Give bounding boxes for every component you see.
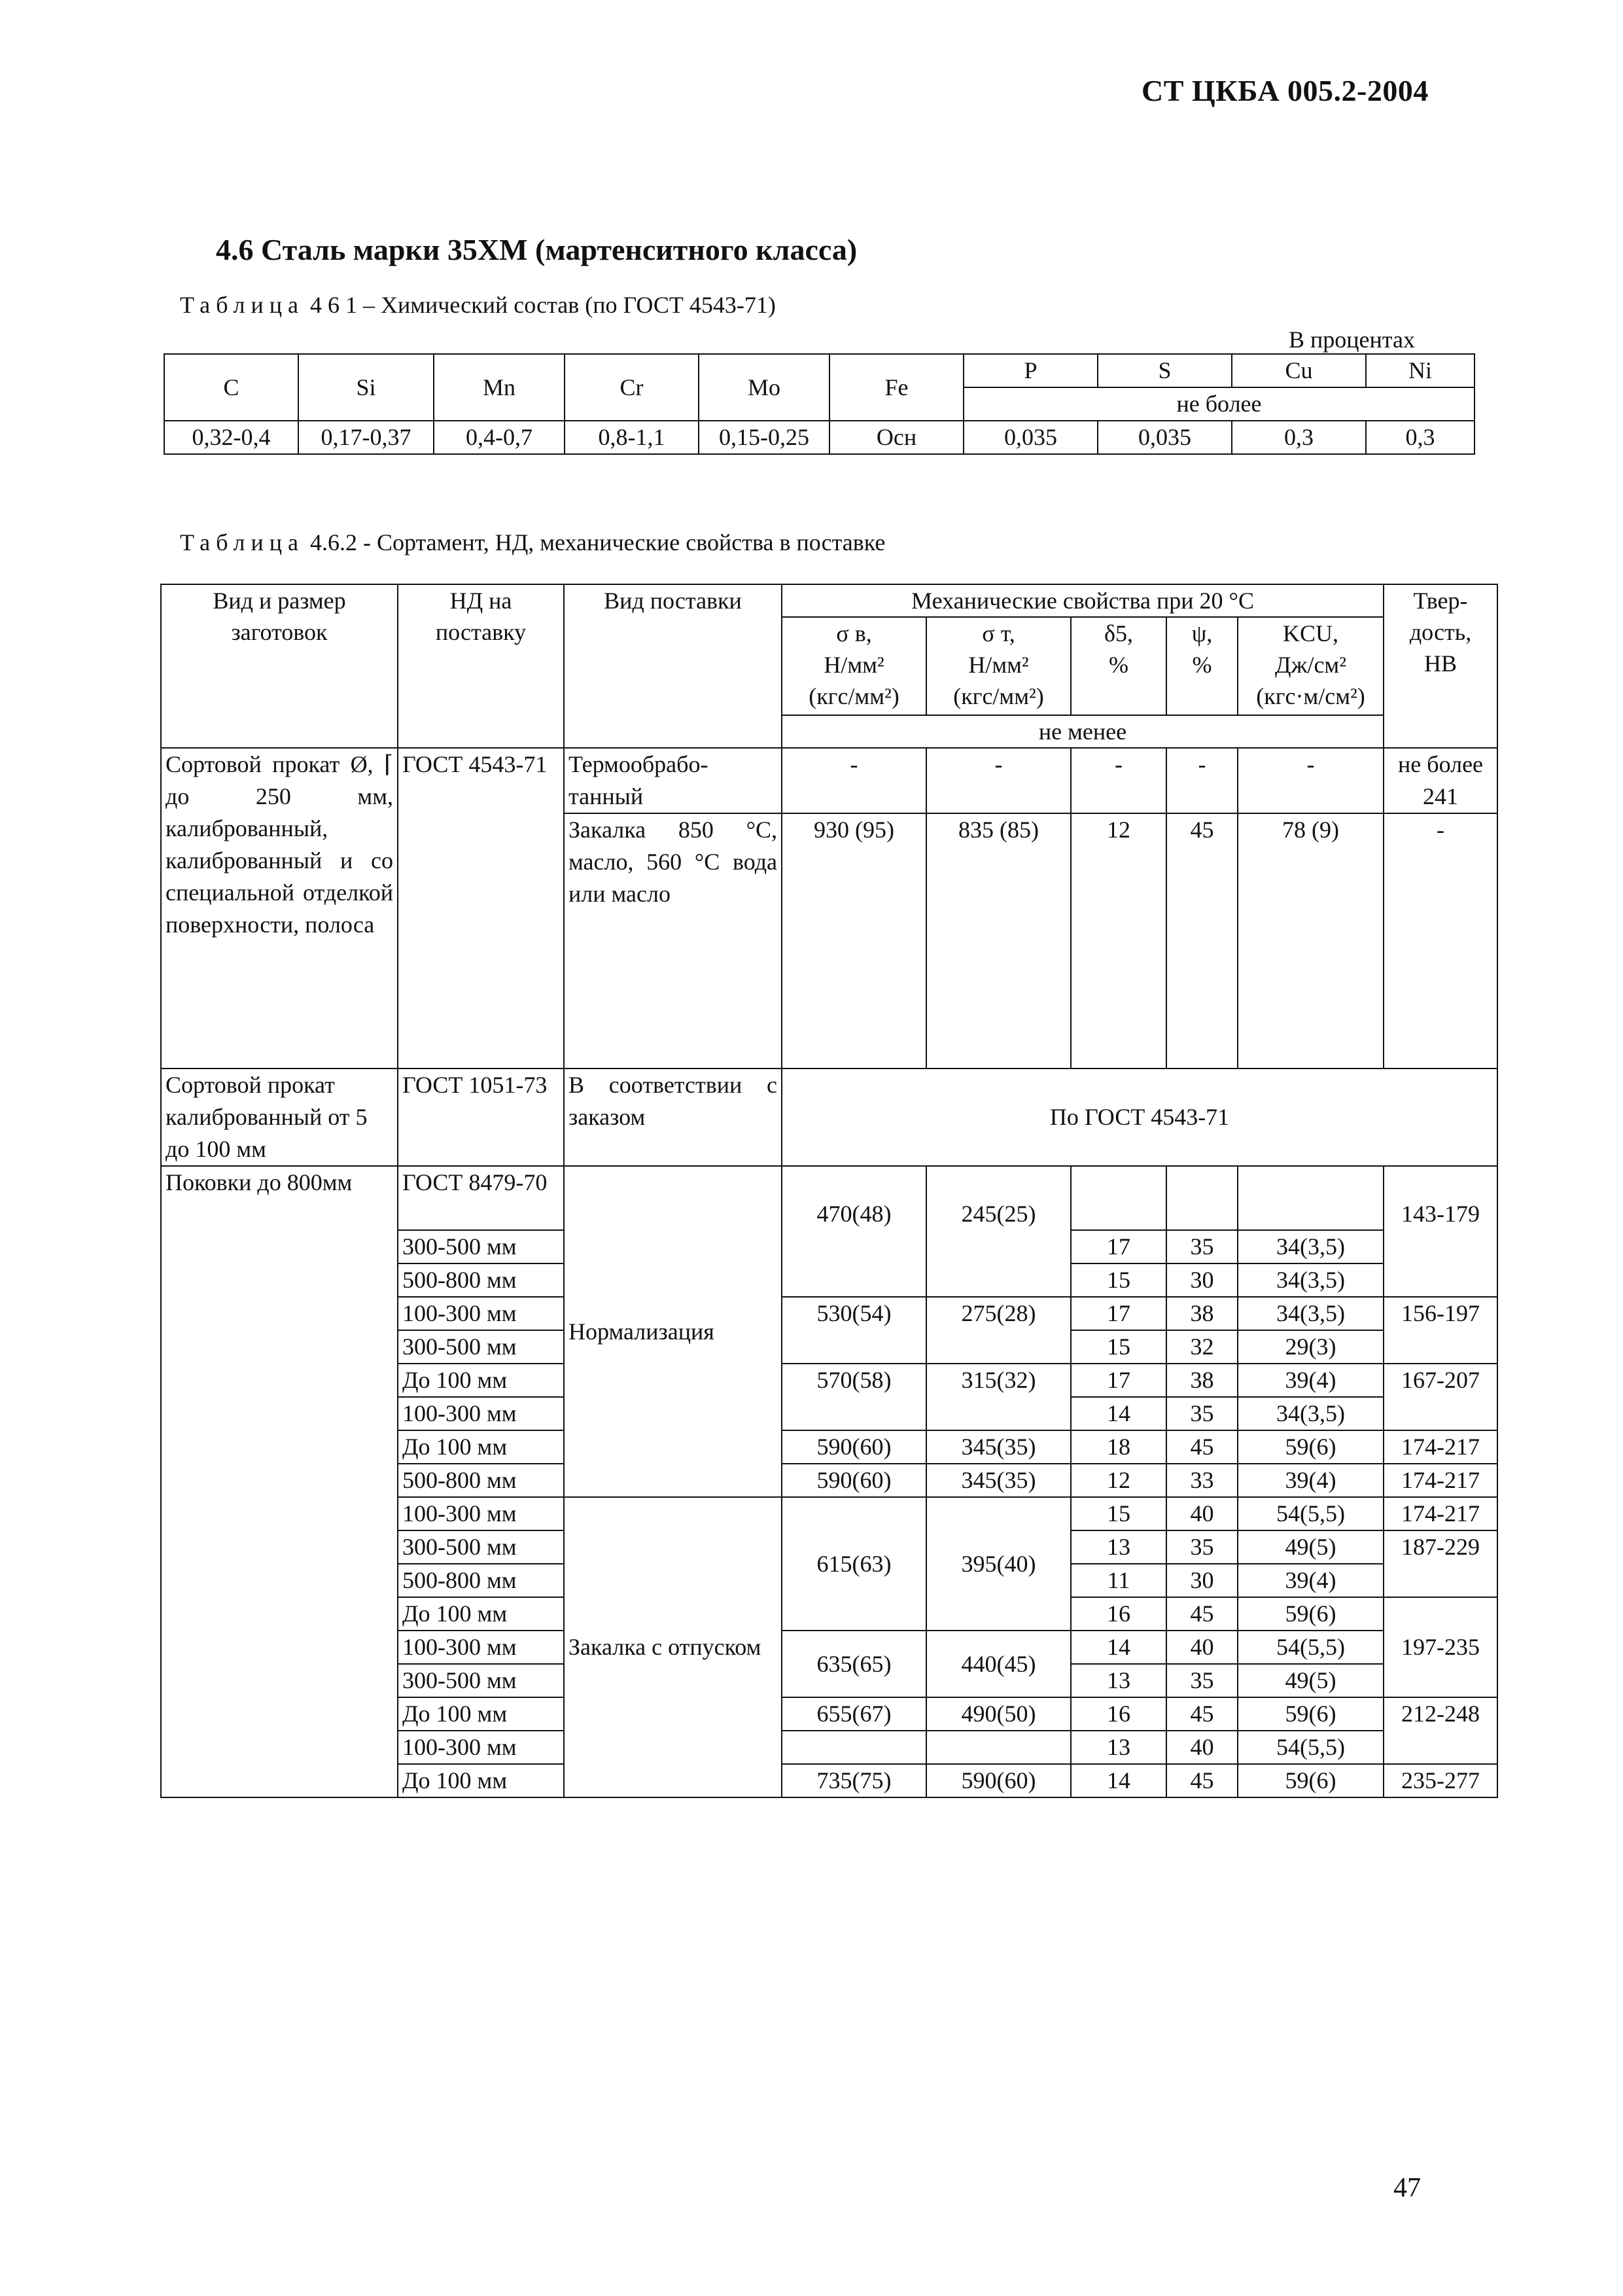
col-header-si: Si (298, 354, 434, 421)
g3-psi-15: 40 (1166, 1731, 1238, 1764)
g3-psi-0: 35 (1166, 1230, 1238, 1263)
g3-kcu-9: 49(5) (1238, 1530, 1384, 1564)
header-sigma-t-line3: (кгс/мм²) (953, 683, 1044, 709)
g3-psi-13: 35 (1166, 1664, 1238, 1697)
value-c: 0,32-0,4 (164, 421, 298, 454)
g3-sigma-v-6: 635(65) (782, 1631, 926, 1697)
g3-size-10: 500-800 мм (398, 1564, 564, 1597)
g3-delta5-7: 12 (1071, 1464, 1166, 1497)
g3-sigma-t-6: 440(45) (926, 1631, 1071, 1697)
g3-sigma-t-0: 245(25) (926, 1166, 1071, 1297)
g3-delta5-4: 17 (1071, 1364, 1166, 1397)
header-sigma-v-line1: σ в, (836, 620, 872, 646)
g3-size-16: До 100 мм (398, 1764, 564, 1797)
value-mo: 0,15-0,25 (699, 421, 829, 454)
value-si: 0,17-0,37 (298, 421, 434, 454)
table2-caption-text: 4.6.2 - Сортамент, НД, механические свойства в поставке (309, 529, 886, 556)
header-psi (1166, 617, 1238, 715)
header-psi-line2: % (1192, 652, 1212, 678)
header-delta5 (1071, 617, 1166, 715)
col-header-ni: Ni (1366, 354, 1475, 387)
g3-sigma-t-7: 490(50) (926, 1697, 1071, 1731)
g3-kcu-16: 59(6) (1238, 1764, 1384, 1797)
g3-delta5-14: 16 (1071, 1697, 1166, 1731)
g3-psi-14: 45 (1166, 1697, 1238, 1731)
group1-delivery-1: Термообрабо-танный (564, 748, 782, 813)
g3-psi-4: 38 (1166, 1364, 1238, 1397)
page-number: 47 (1393, 2173, 1421, 2203)
header-sigma-v (782, 617, 926, 715)
g3-psi-5: 35 (1166, 1397, 1238, 1430)
g3-hardness-6: 187-229 (1384, 1530, 1497, 1597)
g3-empty (1238, 1166, 1384, 1230)
max-limit-note: не более (964, 387, 1475, 421)
header-kcu (1238, 617, 1384, 715)
header-delta5-line1: δ5, (1104, 620, 1133, 646)
table2-caption-prefix: Таблица (180, 529, 304, 556)
header-sigma-t-line2: Н/мм² (968, 652, 1029, 678)
g3-size-4: До 100 мм (398, 1364, 564, 1397)
group1-sigma-v-2: 930 (95) (782, 813, 926, 1069)
header-hardness-line1: Твер- (1413, 588, 1468, 614)
g3-sigma-v-2: 570(58) (782, 1364, 926, 1430)
group1-delta5-1: - (1071, 748, 1166, 813)
g3-size-9: 300-500 мм (398, 1530, 564, 1564)
g3-size-6: До 100 мм (398, 1430, 564, 1464)
group2-nd: ГОСТ 1051-73 (398, 1069, 564, 1166)
g3-psi-1: 30 (1166, 1263, 1238, 1297)
g3-kcu-4: 39(4) (1238, 1364, 1384, 1397)
group3-blank: Поковки до 800мм (161, 1166, 398, 1797)
g3-kcu-14: 59(6) (1238, 1697, 1384, 1731)
g3-kcu-8: 54(5,5) (1238, 1497, 1384, 1530)
document-code: СТ ЦКБА 005.2-2004 (1142, 74, 1429, 107)
header-hardness-line3: НВ (1424, 650, 1457, 677)
g3-hardness-8: 212-248 (1384, 1697, 1497, 1764)
g3-size-13: 300-500 мм (398, 1664, 564, 1697)
table2-caption (180, 529, 885, 556)
g3-size-0: 300-500 мм (398, 1230, 564, 1263)
g3-psi-10: 30 (1166, 1564, 1238, 1597)
g3-sigma-v-7: 655(67) (782, 1697, 926, 1731)
group1-sigma-t-2: 835 (85) (926, 813, 1071, 1069)
g3-psi-6: 45 (1166, 1430, 1238, 1464)
g3-hardness-3: 174-217 (1384, 1430, 1497, 1464)
g3-delta5-8: 15 (1071, 1497, 1166, 1530)
group1-delta5-2: 12 (1071, 813, 1166, 1069)
g3-hardness-2: 167-207 (1384, 1364, 1497, 1430)
table1-caption-prefix: Таблица (180, 292, 304, 318)
g3-sigma-v-4: 590(60) (782, 1464, 926, 1497)
g3-sigma-v-8: 735(75) (782, 1764, 926, 1797)
g3-psi-9: 35 (1166, 1530, 1238, 1564)
group1-psi-1: - (1166, 748, 1238, 813)
g3-size-3: 300-500 мм (398, 1330, 564, 1364)
group2-blank: Сортовой прокат калиброванный от 5 до 100 мм (161, 1069, 398, 1166)
g3-sigma-t-8: 590(60) (926, 1764, 1071, 1797)
g3-kcu-0: 34(3,5) (1238, 1230, 1384, 1263)
group1-kcu-2: 78 (9) (1238, 813, 1384, 1069)
table1-caption (180, 291, 776, 319)
g3-kcu-1: 34(3,5) (1238, 1263, 1384, 1297)
group2-props: По ГОСТ 4543-71 (782, 1069, 1497, 1166)
g3-psi-12: 40 (1166, 1631, 1238, 1664)
g3-size-5: 100-300 мм (398, 1397, 564, 1430)
value-p: 0,035 (964, 421, 1098, 454)
group1-hardness-2: - (1384, 813, 1497, 1069)
g3-kcu-2: 34(3,5) (1238, 1297, 1384, 1330)
g3-delta5-6: 18 (1071, 1430, 1166, 1464)
group3-delivery-quench: Закалка с отпуском (564, 1497, 782, 1797)
header-delivery: Вид поставки (564, 584, 782, 748)
g3-size-12: 100-300 мм (398, 1631, 564, 1664)
g3-empty (1071, 1166, 1166, 1230)
g3-sigma-t-1: 275(28) (926, 1297, 1071, 1364)
col-header-mn: Mn (434, 354, 565, 421)
g3-psi-2: 38 (1166, 1297, 1238, 1330)
value-ni: 0,3 (1366, 421, 1475, 454)
g3-kcu-5: 34(3,5) (1238, 1397, 1384, 1430)
g3-size-7: 500-800 мм (398, 1464, 564, 1497)
g3-sigma-t-5: 395(40) (926, 1497, 1071, 1631)
g3-delta5-2: 17 (1071, 1297, 1166, 1330)
group1-blank: Сортовой прокат Ø, ⌈ до 250 мм, калиброванный, калиброванный и со специальной отделкой поверхности, полоса (161, 748, 398, 1069)
g3-psi-11: 45 (1166, 1597, 1238, 1631)
header-kcu-line1: KCU, (1283, 620, 1339, 646)
mechanical-properties-table (160, 584, 1498, 1798)
header-blank-type: Вид и размер заготовок (161, 584, 398, 748)
group1-hardness-1: не более 241 (1384, 748, 1497, 813)
group1-sigma-t-1: - (926, 748, 1071, 813)
header-mech-group: Механические свойства при 20 °С (782, 584, 1384, 617)
value-mn: 0,4-0,7 (434, 421, 565, 454)
group2-delivery: В соответствии с заказом (564, 1069, 782, 1166)
col-header-c: C (164, 354, 298, 421)
units-note: В процентах (1289, 327, 1415, 353)
g3-kcu-3: 29(3) (1238, 1330, 1384, 1364)
value-cr: 0,8-1,1 (565, 421, 699, 454)
g3-hardness-4: 174-217 (1384, 1464, 1497, 1497)
g3-kcu-6: 59(6) (1238, 1430, 1384, 1464)
header-nd: НД на поставку (398, 584, 564, 748)
g3-psi-7: 33 (1166, 1464, 1238, 1497)
header-hardness-line2: дость, (1409, 619, 1472, 645)
g3-psi-3: 32 (1166, 1330, 1238, 1364)
g3-size-2: 100-300 мм (398, 1297, 564, 1330)
g3-empty (926, 1731, 1071, 1764)
g3-kcu-10: 39(4) (1238, 1564, 1384, 1597)
header-delta5-line2: % (1109, 652, 1128, 678)
g3-size-8: 100-300 мм (398, 1497, 564, 1530)
col-header-cu: Cu (1232, 354, 1366, 387)
g3-delta5-3: 15 (1071, 1330, 1166, 1364)
g3-delta5-12: 14 (1071, 1631, 1166, 1664)
g3-delta5-11: 16 (1071, 1597, 1166, 1631)
group3-nd: ГОСТ 8479-70 (398, 1166, 564, 1230)
g3-delta5-0: 17 (1071, 1230, 1166, 1263)
g3-psi-16: 45 (1166, 1764, 1238, 1797)
header-psi-line1: ψ, (1191, 620, 1213, 646)
group1-kcu-1: - (1238, 748, 1384, 813)
group1-psi-2: 45 (1166, 813, 1238, 1069)
g3-kcu-11: 59(6) (1238, 1597, 1384, 1631)
header-sigma-v-line3: (кгс/мм²) (809, 683, 899, 709)
g3-empty (782, 1731, 926, 1764)
g3-hardness-5: 174-217 (1384, 1497, 1497, 1530)
col-header-cr: Cr (565, 354, 699, 421)
col-header-p: P (964, 354, 1098, 387)
header-sigma-t-line1: σ т, (982, 620, 1015, 646)
g3-kcu-7: 39(4) (1238, 1464, 1384, 1497)
g3-sigma-v-0: 470(48) (782, 1166, 926, 1297)
g3-psi-8: 40 (1166, 1497, 1238, 1530)
g3-hardness-1: 156-197 (1384, 1297, 1497, 1364)
value-s: 0,035 (1098, 421, 1232, 454)
g3-kcu-12: 54(5,5) (1238, 1631, 1384, 1664)
g3-sigma-t-2: 315(32) (926, 1364, 1071, 1430)
header-kcu-line3: (кгс·м/см²) (1256, 683, 1365, 709)
col-header-fe: Fe (829, 354, 964, 421)
col-header-mo: Mo (699, 354, 829, 421)
g3-delta5-13: 13 (1071, 1664, 1166, 1697)
section-title: 4.6 Сталь марки 35ХМ (мартенситного класса) (216, 233, 858, 266)
group3-delivery-normalization: Нормализация (564, 1166, 782, 1497)
g3-delta5-16: 14 (1071, 1764, 1166, 1797)
col-header-s: S (1098, 354, 1232, 387)
value-fe: Осн (829, 421, 964, 454)
group1-delivery-2: Закалка 850 °С, масло, 560 °С вода или масло (564, 813, 782, 1069)
g3-delta5-9: 13 (1071, 1530, 1166, 1564)
g3-size-11: До 100 мм (398, 1597, 564, 1631)
g3-sigma-v-5: 615(63) (782, 1497, 926, 1631)
g3-sigma-t-4: 345(35) (926, 1464, 1071, 1497)
group1-nd: ГОСТ 4543-71 (398, 748, 564, 1069)
header-sigma-t (926, 617, 1071, 715)
value-cu: 0,3 (1232, 421, 1366, 454)
g3-delta5-15: 13 (1071, 1731, 1166, 1764)
g3-delta5-5: 14 (1071, 1397, 1166, 1430)
header-sigma-v-line2: Н/мм² (824, 652, 884, 678)
g3-delta5-10: 11 (1071, 1564, 1166, 1597)
g3-hardness-9: 235-277 (1384, 1764, 1497, 1797)
header-hardness (1384, 584, 1497, 748)
g3-hardness-7: 197-235 (1384, 1597, 1497, 1697)
table1-caption-text: 4 6 1 – Химический состав (по ГОСТ 4543-71) (309, 292, 776, 318)
g3-size-14: До 100 мм (398, 1697, 564, 1731)
g3-delta5-1: 15 (1071, 1263, 1166, 1297)
g3-hardness-0: 143-179 (1384, 1166, 1497, 1297)
g3-size-1: 500-800 мм (398, 1263, 564, 1297)
header-kcu-line2: Дж/см² (1275, 652, 1346, 678)
header-min-note: не менее (782, 715, 1384, 748)
g3-sigma-v-1: 530(54) (782, 1297, 926, 1364)
g3-sigma-v-3: 590(60) (782, 1430, 926, 1464)
g3-sigma-t-3: 345(35) (926, 1430, 1071, 1464)
chemical-composition-table (164, 353, 1475, 455)
g3-kcu-13: 49(5) (1238, 1664, 1384, 1697)
group1-sigma-v-1: - (782, 748, 926, 813)
g3-size-15: 100-300 мм (398, 1731, 564, 1764)
g3-kcu-15: 54(5,5) (1238, 1731, 1384, 1764)
g3-empty (1166, 1166, 1238, 1230)
